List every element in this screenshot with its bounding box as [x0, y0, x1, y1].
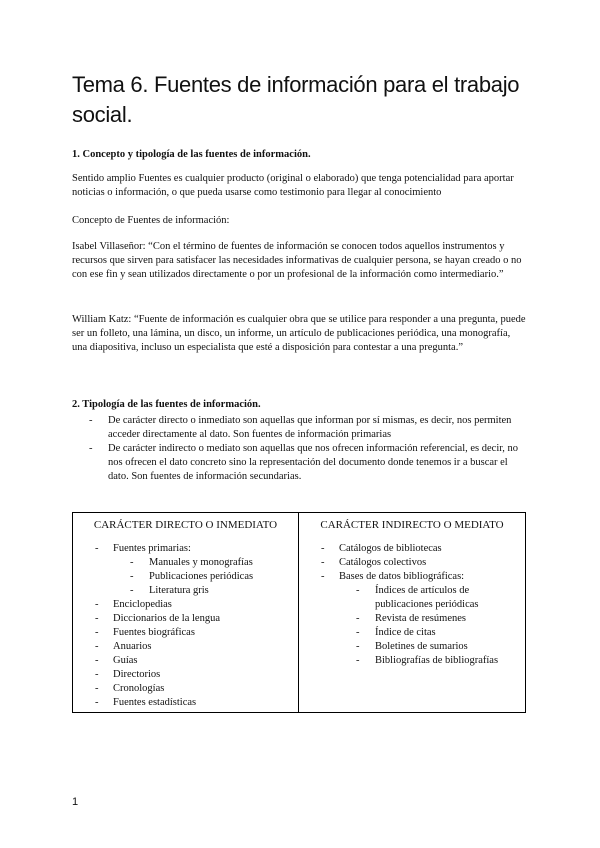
list-item: - Guías: [73, 654, 298, 668]
list-item: - Cronologías: [73, 682, 298, 696]
list-item: - Diccionarios de la lengua: [73, 612, 298, 626]
direct-column: [73, 513, 299, 712]
typology-list: [72, 414, 527, 484]
list-item: - Bibliografías de bibliografías: [339, 654, 525, 668]
list-item: - Publicaciones periódicas: [113, 570, 298, 584]
quote-katz: William Katz: “Fuente de información es cualquier obra que se utilice para responder a una pregunta, puede ser un folleto, una lámina, un disco, un informe, un artículo de publicaciones periódica, una monografía, una diapositiva, incluso un especialista que esté a disposición para contestar a una pregunta.”: [72, 314, 526, 353]
databases-sublist: [339, 584, 525, 668]
list-item: - Enciclopedias: [73, 598, 298, 612]
list-item: - Anuarios: [73, 640, 298, 654]
list-item: - Directorios: [73, 668, 298, 682]
definition-paragraph: Sentido amplio Fuentes es cualquier producto (original o elaborado) que tenga potencialidad para aportar noticias o información, o que pueda usarse como testimonio para llegar al conocimiento: [72, 173, 514, 198]
list-item: - Catálogos de bibliotecas: [299, 542, 525, 556]
list-item: - Boletines de sumarios: [339, 640, 525, 654]
section1-heading: 1. Concepto y tipología de las fuentes de información.: [72, 149, 311, 160]
quote-villasenor: Isabel Villaseñor: “Con el término de fuentes de información se conocen todos aquellos instrumentos y recursos que sirven para satisfacer las necesidades informativas de cualquier persona, se hayan creado o no con ese fin y sean utilizados directamente o por un profesional de la información como intermediario.”: [72, 241, 522, 280]
indirect-column: [299, 513, 525, 712]
direct-list: [73, 542, 298, 710]
list-item: - De carácter directo o inmediato son aquellas que informan por sí mismas, es decir, nos permiten acceder directamente al dato. Son fuentes de información primarias: [72, 414, 527, 442]
section2-heading: 2. Tipología de las fuentes de información.: [72, 399, 261, 410]
concept-label: Concepto de Fuentes de información:: [72, 215, 230, 226]
page-title: Tema 6. Fuentes de información para el trabajo social.: [72, 72, 520, 127]
indirect-column-header: CARÁCTER INDIRECTO O MEDIATO: [320, 519, 504, 531]
indirect-list: [299, 542, 525, 668]
list-item: - Índices de artículos de publicaciones periódicas: [339, 584, 525, 612]
primary-sublist: [113, 556, 298, 598]
section2: [72, 398, 527, 484]
list-item: - Manuales y monografías: [113, 556, 298, 570]
list-item: [73, 542, 298, 598]
list-item: - Catálogos colectivos: [299, 556, 525, 570]
list-item: - Índice de citas: [339, 626, 525, 640]
list-item: - Fuentes biográficas: [73, 626, 298, 640]
list-item: - Fuentes estadísticas: [73, 696, 298, 710]
direct-column-header: CARÁCTER DIRECTO O INMEDIATO: [93, 519, 278, 531]
bibliographic-databases-label: Bases de datos bibliográficas:: [339, 571, 465, 582]
list-item: - De carácter indirecto o mediato son aquellas que nos ofrecen información referencial, es decir, no nos ofrecen el dato concreto sino la representación del documento donde tenemos ir a buscar el dato. Son fuentes de información secundarias.: [72, 442, 527, 484]
list-item: - Revista de resúmenes: [339, 612, 525, 626]
list-item: - Literatura gris: [113, 584, 298, 598]
list-item: [299, 570, 525, 668]
sources-table: [72, 512, 526, 713]
page-number: 1: [72, 796, 79, 808]
primary-sources-label: Fuentes primarias:: [113, 543, 191, 554]
